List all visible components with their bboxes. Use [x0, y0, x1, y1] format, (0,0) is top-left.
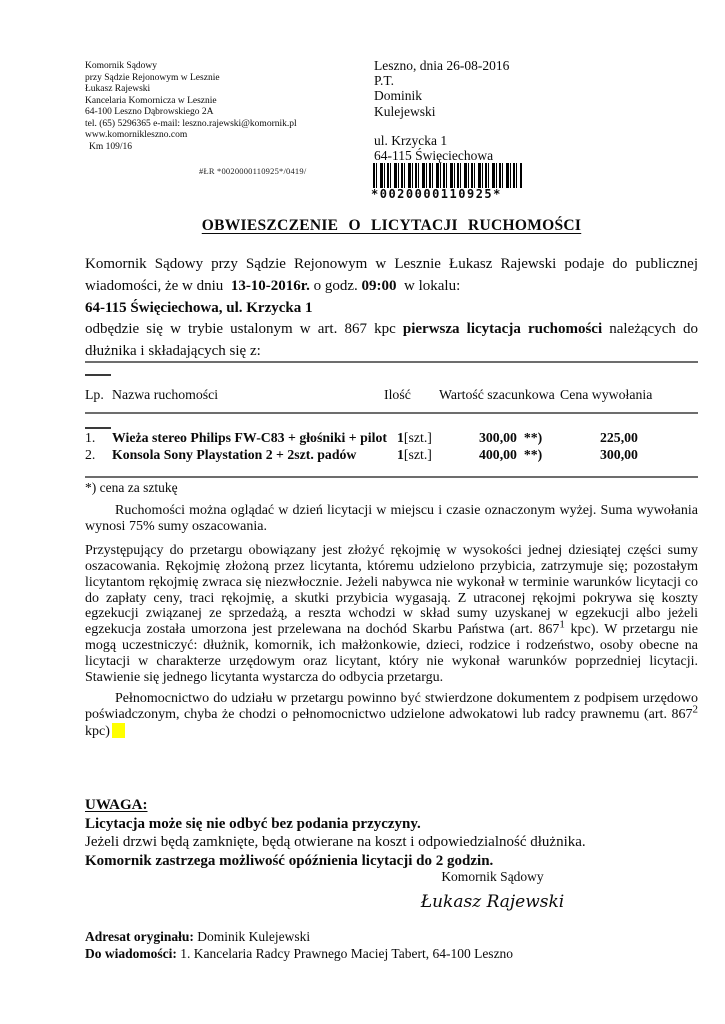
- table-rule-bottom: [85, 476, 698, 478]
- auction-date: 13-10-2016r.: [230, 277, 310, 294]
- recipient-city: 64-115 Święciechowa: [374, 148, 494, 164]
- row-estimated-value: 300,00 **): [479, 430, 543, 445]
- header-estimated-value: Wartość szacunkowa: [439, 387, 555, 402]
- sender-contact-line: tel. (65) 5296365 e-mail: leszno.rajewski@komornik.pl: [85, 118, 297, 129]
- recipient-last-name: Kulejewski: [374, 103, 436, 119]
- auction-type: pierwsza licytacja ruchomości: [402, 321, 603, 338]
- signature-title: Komornik Sądowy: [441, 869, 544, 884]
- table-row: [85, 430, 698, 447]
- sender-office-name: Komornik Sądowy: [85, 61, 158, 71]
- header-name: Nazwa ruchomości: [112, 387, 219, 402]
- notice-block: [85, 796, 586, 871]
- table-rule-middle: [85, 412, 698, 414]
- spacer: [374, 119, 509, 133]
- row-lp: 2.: [85, 447, 96, 462]
- notice-heading: UWAGA:: [85, 797, 148, 813]
- row-starting-price: 225,00: [600, 430, 638, 445]
- row-item-name: Konsola Sony Playstation 2 + 2szt. padów: [112, 447, 357, 462]
- sender-street-line: 64-100 Leszno Dąbrowskiego 2A: [85, 107, 214, 117]
- signature-name: Łukasz Rajewski: [420, 892, 565, 912]
- notice-line-2: Jeżeli drzwi będą zamknięte, będą otwierane na koszt i odpowiedzialność dłużnika.: [85, 834, 586, 851]
- paragraph-viewing: Ruchomości można oglądać w dzień licytacji w miejscu i czasie oznaczonym wyżej. Suma wywołania wynosi 75% sumy oszacowania.: [85, 503, 698, 534]
- row-starting-price: 300,00: [600, 447, 638, 462]
- superscript-1: 1: [559, 618, 565, 631]
- footer-block: [85, 929, 513, 962]
- sender-court-line: przy Sądzie Rejonowym w Lesznie: [85, 72, 220, 83]
- footer-addressee: Adresat oryginału: Dominik Kulejewski: [85, 929, 311, 944]
- paragraph-deposit: Przystępujący do przetargu obowiązany jest złożyć rękojmię w wysokości jednej dziesiątej części sumy oszacowania. Rękojmię złożoną przez licytanta, któremu udzielono przybicia, zatrzymuje się; pozostałym licytantom rękojmię zwraca się niezwłocznie. Jeżeli nabywca nie wykonał w terminie warunków licytacji co do zapłaty ceny, traci rękojmię, a skutki przybicia wygasają. Z utraconej rękojmi pokrywa się koszty egzekucji związanej ze sprzedażą, a reszta wchodzi w skład sumy uzyskanej w egzekucji albo jeżeli egzekucja została umorzona jest przelewana na dochód Skarbu Państwa (art. $867^1$ kpc). W przetargu nie mogą uczestniczyć: dłużnik, komornik, ich małżonkowie, dzieci, rodzice i rodzeństwo, osoby obecne na licytacji w charakterze urzędowym oraz licytant, który nie wykonał warunków poprzedniej licytacji. Stawienie się jednego licytanta wystarcza do odbycia przetargu.: [85, 542, 698, 686]
- barcode-value: *0020000110925*: [371, 187, 502, 201]
- sender-chancellery-line: Kancelaria Komornicza w Lesznie: [85, 95, 217, 106]
- announcement-text-4: odbędzie się w trybie ustalonym w art. 867 kpc: [85, 321, 403, 338]
- announcement-text-3: w lokalu:: [396, 277, 461, 294]
- paragraph-power-of-attorney: Pełnomocnictwo do udziału w przetargu powinno być stwierdzone dokumentem z podpisem urzędowo poświadczonym, chyba że chodzi o pełnomocnictwo udzielone adwokatowi lub radcy prawnemu (art. $867^2$ kpc): [85, 690, 698, 739]
- header-lp: Lp.: [85, 387, 104, 402]
- notice-line-1: Licytacja może się nie odbyć bez podania przyczyny.: [85, 815, 421, 832]
- row-item-name: Wieża stereo Philips FW-C83 + głośniki + pilot: [112, 430, 387, 445]
- row-quantity: 1 [szt.]: [397, 447, 432, 462]
- table-rule-top: [85, 361, 698, 363]
- date-line: Leszno, dnia 26-08-2016: [374, 58, 510, 73]
- recipient-salutation: P.T.: [374, 73, 395, 89]
- announcement-paragraph: [85, 254, 698, 363]
- recipient-street: ul. Krzycka 1: [374, 132, 448, 148]
- superscript-2: 2: [692, 703, 698, 716]
- case-number: Km 109/16: [89, 141, 133, 152]
- row-quantity: 1 [szt.]: [397, 430, 432, 445]
- document-reference: #ŁR *0020000110925*/0419/: [199, 166, 307, 176]
- table-row: [85, 447, 698, 464]
- auction-time: 09:00: [361, 277, 397, 294]
- sender-address-block: [85, 61, 297, 153]
- header-quantity: Ilość: [384, 387, 411, 402]
- auction-address: 64-115 Święciechowa, ul. Krzycka 1: [85, 299, 313, 316]
- body-text: [85, 503, 698, 740]
- footer-cc: Do wiadomości: 1. Kancelaria Radcy Prawnego Maciej Tabert, 64-100 Leszno: [85, 945, 514, 961]
- row-lp: 1.: [85, 430, 96, 445]
- sender-bailiff-name: Łukasz Rajewski: [85, 84, 151, 94]
- recipient-block: [374, 58, 509, 163]
- sender-website: www.komornikleszno.com: [85, 130, 188, 140]
- table-footnote: *) cena za sztukę: [85, 480, 178, 495]
- document-title: OBWIESZCZENIE O LICYTACJI RUCHOMOŚCI: [201, 217, 582, 234]
- table-header: [85, 387, 698, 405]
- notice-line-3: Komornik zastrzega możliwość opóźnienia licytacji do 2 godzin.: [85, 853, 494, 870]
- announcement-text-2: o godz.: [309, 277, 362, 294]
- table-dash-1: [85, 374, 111, 376]
- table-dash-2: [85, 427, 111, 429]
- header-starting-price: Cena wywołania: [560, 387, 653, 402]
- recipient-first-name: Dominik: [374, 88, 423, 104]
- announcement-text-5: należących do dłużnika i składających się z:: [85, 321, 698, 360]
- highlight-mark: [112, 723, 125, 738]
- announcement-text-1: Komornik Sądowy przy Sądzie Rejonowym w Lesznie Łukasz Rajewski podaje do publicznej wiadomości, że w dniu: [85, 256, 698, 294]
- barcode: [373, 163, 522, 188]
- row-estimated-value: 400,00 **): [479, 447, 543, 462]
